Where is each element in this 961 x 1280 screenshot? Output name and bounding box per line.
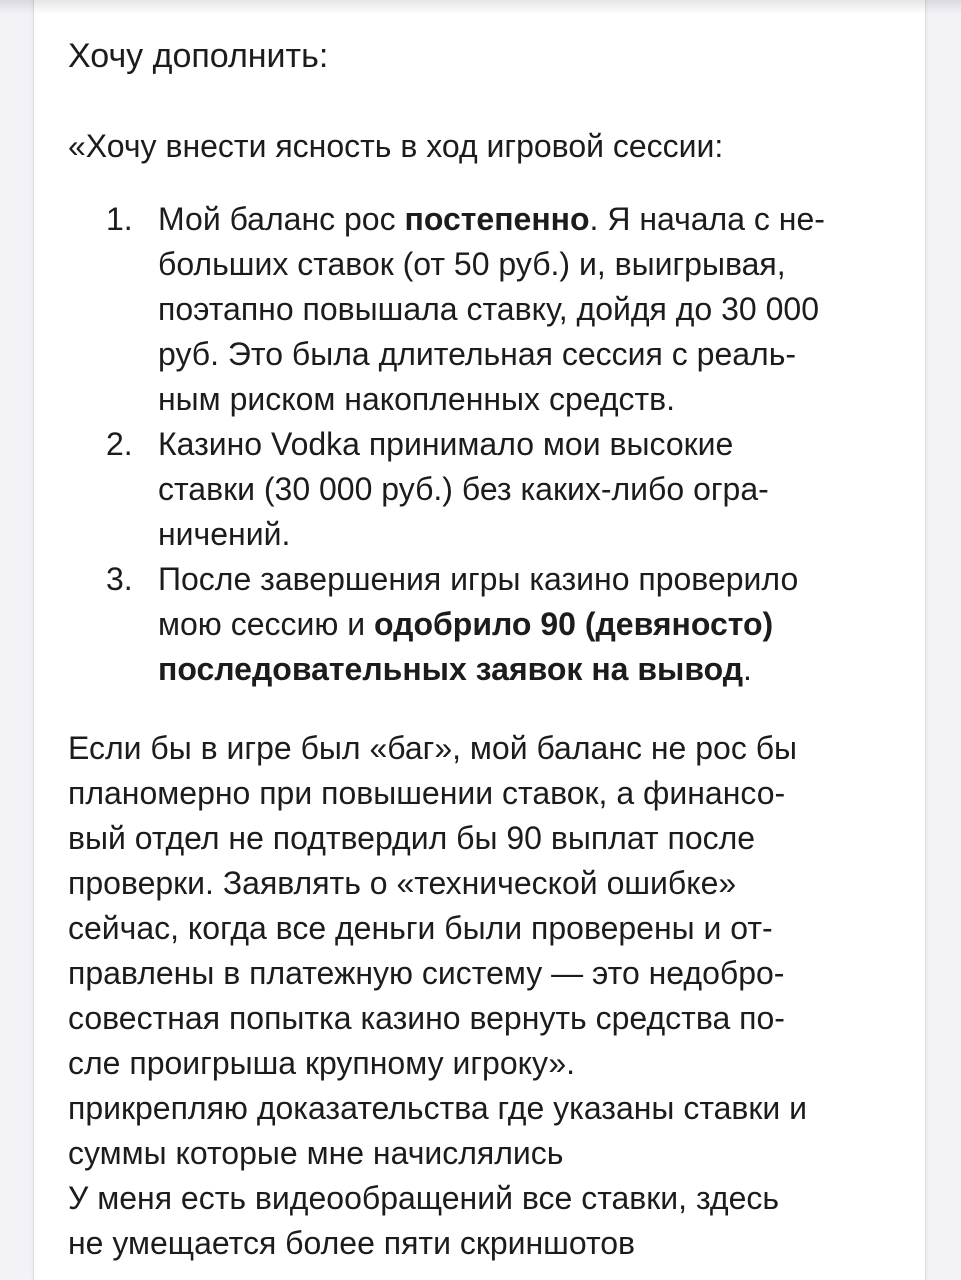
- emphasis-text: последовательных заявок на вывод: [158, 651, 744, 687]
- argument-paragraph: Если бы в игре был «баг», мой баланс не рос бы планомерно при повышении ставок, а финансо- вый отдел не подтвердил бы 90 выплат после проверки. Заявлять о «технической ошибке» сейчас, когда все деньги были проверены и от- правлены в платежную систему — это недобро- совестная попытка казино вернуть средства по- сле проигрыша крупному игроку».: [68, 730, 798, 1081]
- list-item: [68, 557, 903, 692]
- message-heading: Хочу дополнить:: [68, 37, 329, 75]
- step-text: Казино Vodka принимало мои высокие ставки (30 000 руб.) без каких-либо огра- ничений.: [158, 426, 769, 552]
- list-item: [68, 422, 903, 557]
- emphasis-text: одобрило 90 (девяносто): [374, 606, 774, 642]
- step-text: Мой баланс рос постепенно. Я начала с не- больших ставок (от 50 руб.) и, выигрывая, поэтапно повышала ставку, дойдя до 30 000 руб. Это была длительная сессия с реаль- ным риском накопленных средств.: [158, 201, 825, 417]
- intro-paragraph: «Хочу внести ясность в ход игровой сессии:: [68, 128, 724, 164]
- video-note: У меня есть видеообращений все ставки, здесь не умещается более пяти скриншотов: [68, 1180, 780, 1261]
- steps-list: [68, 197, 903, 692]
- list-number: 3.: [106, 561, 133, 597]
- list-number: 1.: [106, 201, 133, 237]
- list-number: 2.: [106, 426, 133, 462]
- list-item: [68, 197, 903, 422]
- attachment-note: прикрепляю доказательства где указаны ставки и суммы которые мне начислялись: [68, 1090, 808, 1171]
- top-shadow: [0, 0, 961, 14]
- message-card: [33, 0, 926, 1280]
- emphasis-text: постепенно: [404, 201, 590, 237]
- message-body: [68, 34, 903, 1266]
- step-text: После завершения игры казино проверило мою сессию и одобрило 90 (девяносто) последовательных заявок на вывод.: [158, 561, 799, 687]
